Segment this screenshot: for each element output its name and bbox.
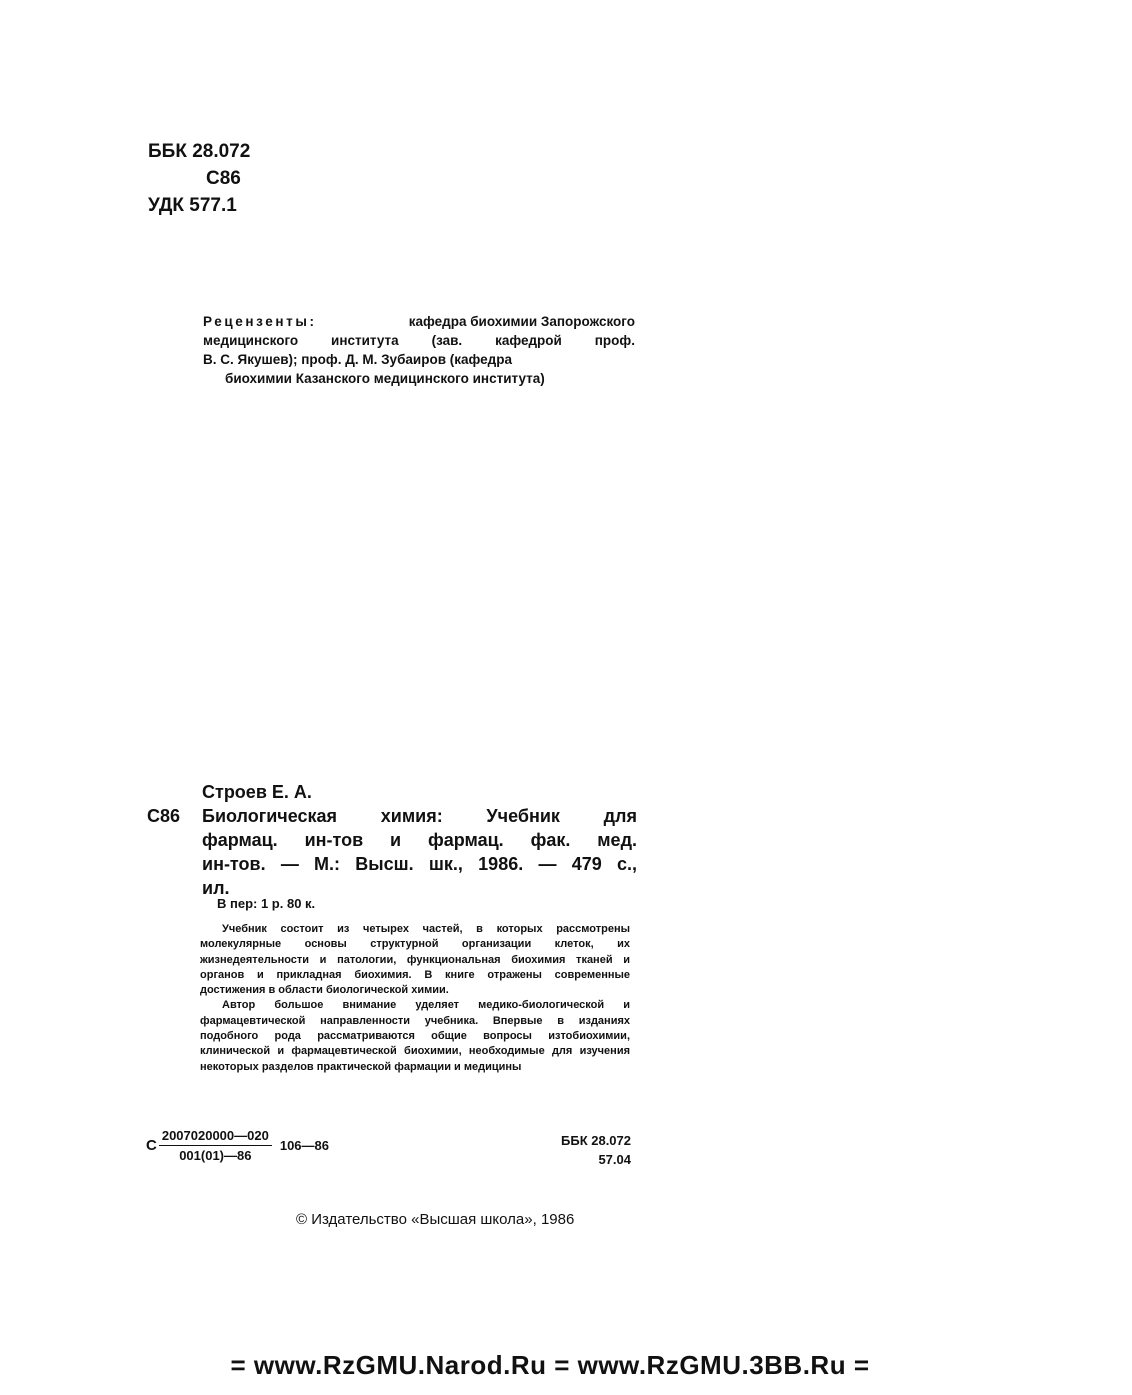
bbk-index: ББК 28.072 <box>148 141 251 162</box>
price-line: В пер: 1 р. 80 к. <box>217 896 316 911</box>
reviewers-line-3 <box>203 350 635 369</box>
title-line: ил. <box>202 878 230 898</box>
author-name: Строев Е. А. <box>202 782 312 802</box>
copyright-notice: © Издательство «Высшая школа», 1986 <box>296 1211 575 1228</box>
annotation-block <box>200 922 630 1075</box>
footer-banner: = www.RzGMU.Narod.Ru = www.RzGMU.3BB.Ru = <box>230 1350 870 1380</box>
title-line: ин-тов. — М.: Высш. шк., 1986. — 479 с., <box>202 854 637 874</box>
reviewers-block <box>203 312 635 388</box>
reviewers-line-1-text: кафедра биохимии Запорожского <box>408 314 635 329</box>
catalog-index <box>146 1128 329 1163</box>
reviewers-line-1 <box>203 312 635 331</box>
reviewers-word: института <box>331 333 399 348</box>
title-row <box>147 804 637 828</box>
catalog-fraction <box>159 1128 272 1163</box>
title-line: фармац. ин-тов и фармац. фак. мед. <box>202 830 637 850</box>
reviewers-label: Рецензенты: <box>203 314 317 329</box>
reviewers-line-3-text: В. С. Якушев); проф. Д. М. Зубаиров (кафедра <box>203 352 512 367</box>
catalog-bbk-line: 57.04 <box>598 1152 631 1167</box>
reviewers-word: медицинского <box>203 333 299 348</box>
catalog-suffix: 106—86 <box>279 1138 329 1153</box>
catalog-numerator: 2007020000—020 <box>159 1128 272 1146</box>
title-line: Биологическая химия: Учебник для <box>202 806 637 826</box>
author-code: С86 <box>206 168 241 189</box>
catalog-bbk-line: ББК 28.072 <box>561 1133 631 1148</box>
catalog-letter: С <box>146 1137 157 1154</box>
reviewers-word: кафедрой <box>495 333 562 348</box>
catalog-denominator: 001(01)—86 <box>179 1148 252 1163</box>
reviewers-line-2 <box>203 331 635 350</box>
annotation-paragraph: Автор большое внимание уделяет медико-биологической и фармацевтической направленности учебника. Впервые в изданиях подобного рода рассматриваются общие вопросы изтобиохимии, клинической и фармацевтической биохимии, необходимые для изучения некоторых разделов практической фармации и медицины <box>200 999 630 1073</box>
catalog-bbk <box>536 1131 631 1169</box>
classification-block <box>148 138 250 219</box>
annotation-paragraph: Учебник состоит из четырех частей, в которых рассмотрены молекулярные основы структурной организации клеток, их жизнедеятельности и патологии, функциональная биохимия тканей и органов и прикладная биохимия. В книге отражены современные достижения в области биологической химии. <box>200 923 630 997</box>
bibliographic-record <box>147 780 637 900</box>
reviewers-word: проф. <box>594 333 635 348</box>
record-code: С86 <box>147 806 181 826</box>
reviewers-word: (зав. <box>431 333 463 348</box>
reviewers-line-4: биохимии Казанского медицинского института) <box>225 371 545 386</box>
udk-index: УДК 577.1 <box>148 195 237 216</box>
